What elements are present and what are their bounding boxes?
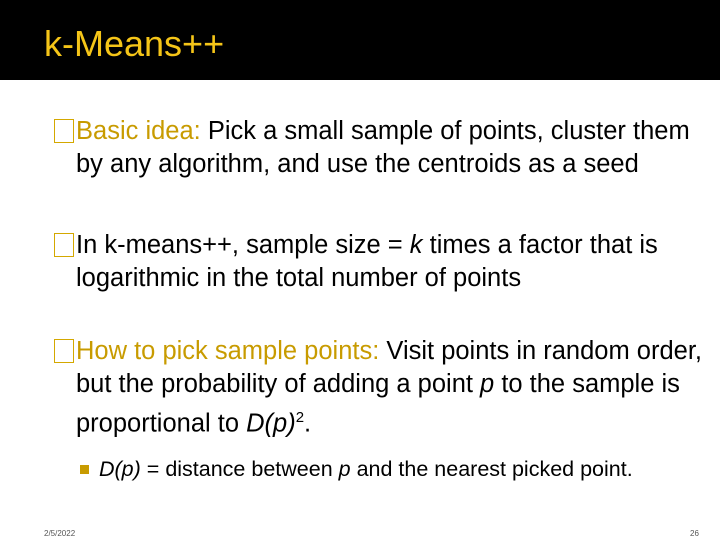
page-number: 26 — [690, 529, 699, 538]
expression-dp: D(p) — [99, 457, 141, 481]
variable-k: k — [409, 231, 423, 259]
variable-p: p — [480, 370, 495, 398]
bullet-text: . — [304, 409, 312, 438]
expression-dp: D(p) — [246, 409, 296, 438]
bullet-text: Pick a small sample of points, cluster them by any algorithm, and use the centroids as a seed — [76, 117, 690, 178]
bullet-text: In k-means++, sample size = — [76, 231, 410, 259]
title-bar — [0, 0, 720, 80]
footer-date: 2/5/2022 — [44, 529, 76, 538]
bullet-sample-size — [44, 229, 709, 295]
bullet-text: Visit points in random order, but the probability of adding a point — [76, 337, 703, 398]
bullet-pick-sample — [44, 335, 709, 441]
bullet-basic-idea — [44, 115, 709, 181]
variable-p: p — [338, 457, 351, 481]
checkbox-bullet-icon — [54, 119, 74, 143]
exponent: 2 — [295, 409, 305, 426]
subbullet-text: and the nearest picked point. — [350, 457, 633, 481]
slide-title: k-Means++ — [44, 23, 225, 64]
bullet-text: times a factor that is logarithmic in the total number of points — [76, 231, 658, 292]
square-bullet-icon — [80, 465, 89, 474]
subbullet-text: = distance between — [140, 457, 339, 481]
bullet-text: to the sample is proportional to — [76, 370, 680, 438]
checkbox-bullet-icon — [54, 233, 74, 257]
bullet-label: Basic idea: — [76, 117, 201, 145]
subbullet-distance — [80, 455, 700, 483]
bullet-label: How to pick sample points: — [76, 337, 380, 365]
checkbox-bullet-icon — [54, 339, 74, 363]
